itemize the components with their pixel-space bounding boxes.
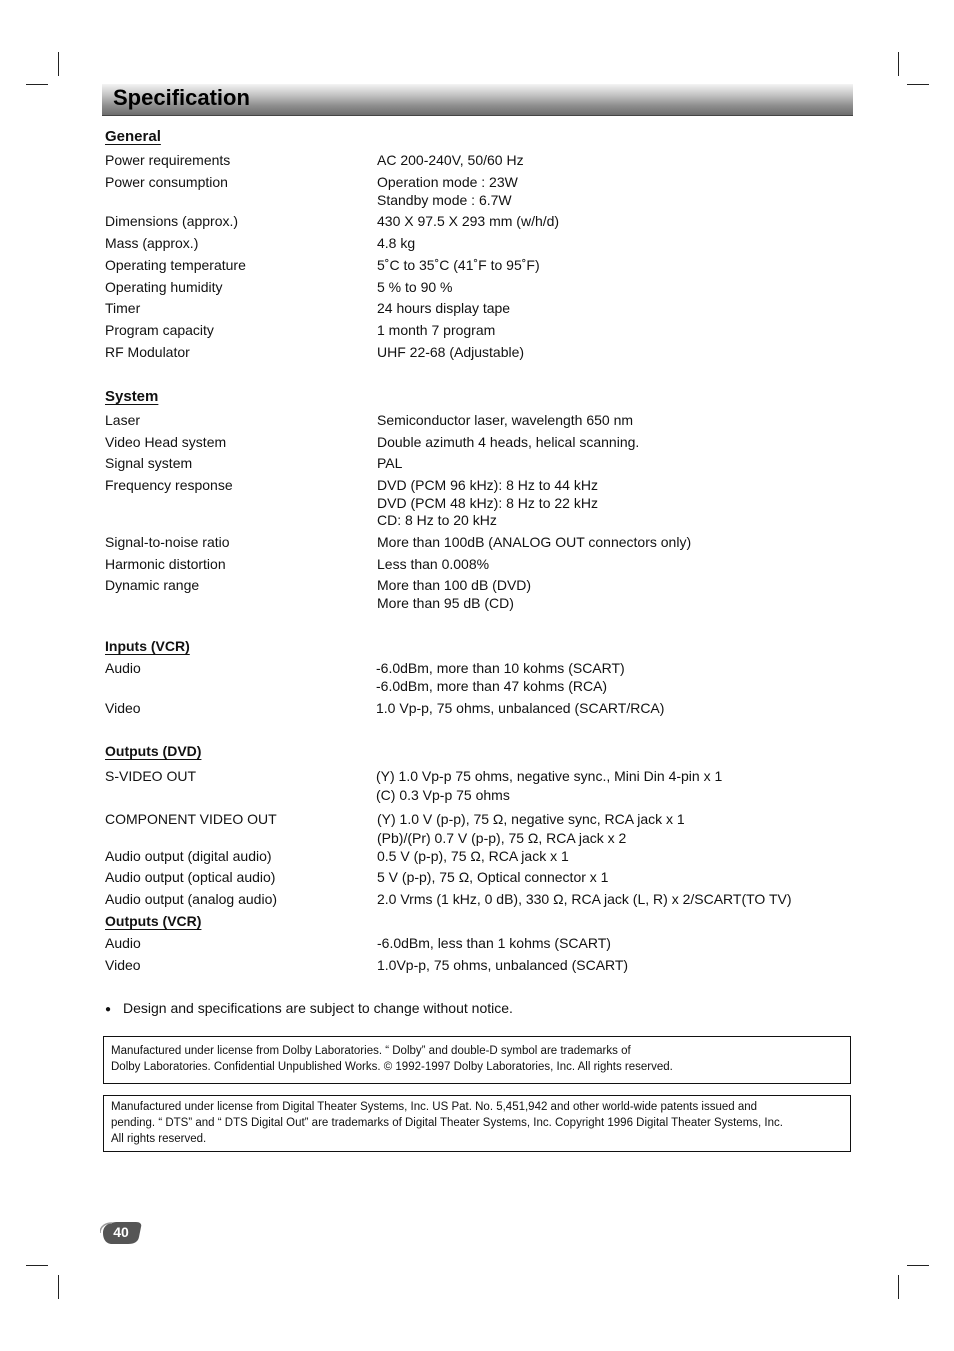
spec-value: -6.0dBm, more than 10 kohms (SCART) -6.0dBm, more than 47 kohms (RCA) — [376, 660, 625, 694]
license-text-line: pending. “ DTS” and “ DTS Digital Out” are trademarks of Digital Theater Systems, Inc. Copyright 1996 Digital Theater Systems, Inc. — [111, 1117, 783, 1129]
license-text-line: Manufactured under license from Dolby Laboratories. “ Dolby” and double-D symbol are trademarks of — [111, 1045, 631, 1057]
spec-label: Audio output (analog audio) — [105, 891, 278, 907]
section-title-outputs-dvd: Outputs (DVD) — [105, 743, 202, 759]
crop-mark — [898, 1275, 899, 1299]
spec-value: Less than 0.008% — [377, 556, 490, 572]
page-number-badge — [100, 1221, 142, 1245]
change-notice-text: Design and specifications are subject to change without notice. — [123, 1000, 513, 1016]
section-title-general: General — [105, 128, 161, 145]
spec-value: DVD (PCM 96 kHz): 8 Hz to 44 kHz DVD (PCM 48 kHz): 8 Hz to 22 kHz CD: 8 Hz to 20 kHz — [377, 477, 598, 528]
spec-value: 5 V (p-p), 75 Ω, Optical connector x 1 — [377, 869, 609, 885]
spec-label: Laser — [105, 412, 141, 428]
spec-label: Audio output (digital audio) — [105, 848, 272, 864]
change-notice — [105, 1000, 513, 1016]
license-text-line: Dolby Laboratories. Confidential Unpublished Works. © 1992-1997 Dolby Laboratories, Inc. All rights reserved. — [111, 1061, 673, 1073]
crop-mark — [26, 1265, 48, 1266]
spec-label: S-VIDEO OUT — [105, 768, 197, 784]
spec-label: Dynamic range — [105, 577, 200, 593]
spec-label: Audio — [105, 935, 141, 951]
dts-license-box — [103, 1095, 851, 1152]
spec-value: Operation mode : 23W Standby mode : 6.7W — [377, 174, 518, 208]
crop-mark — [898, 52, 899, 76]
spec-value: 430 X 97.5 X 293 mm (w/h/d) — [377, 213, 560, 229]
spec-value: -6.0dBm, less than 1 kohms (SCART) — [377, 935, 611, 951]
spec-value: (Y) 1.0 Vp-p 75 ohms, negative sync., Mini Din 4-pin x 1 (C) 0.3 Vp-p 75 ohms — [376, 768, 723, 803]
spec-value: Semiconductor laser, wavelength 650 nm — [377, 412, 634, 428]
license-text-line: Manufactured under license from Digital Theater Systems, Inc. US Pat. No. 5,451,942 and other world-wide patents issued and — [111, 1101, 758, 1113]
dolby-license-box — [103, 1036, 851, 1084]
spec-label: Signal system — [105, 455, 193, 471]
section-title-inputs-vcr: Inputs (VCR) — [105, 638, 190, 654]
section-title-outputs-vcr: Outputs (VCR) — [105, 913, 202, 929]
spec-label: Mass (approx.) — [105, 235, 199, 251]
license-text-line: All rights reserved. — [111, 1133, 207, 1145]
spec-value: Double azimuth 4 heads, helical scanning. — [377, 434, 640, 450]
spec-value: 5 % to 90 % — [377, 279, 453, 295]
spec-label: Video — [105, 957, 141, 973]
spec-value: 2.0 Vrms (1 kHz, 0 dB), 330 Ω, RCA jack (L, R) x 2/SCART(TO TV) — [377, 891, 792, 907]
spec-value: 1 month 7 program — [377, 322, 496, 338]
spec-value: 5˚C to 35˚C (41˚F to 95˚F) — [377, 257, 540, 273]
spec-label: Operating temperature — [105, 257, 246, 273]
spec-value: 24 hours display tape — [377, 300, 511, 316]
spec-label: Operating humidity — [105, 279, 223, 295]
spec-label: Video — [105, 700, 141, 716]
spec-label: Timer — [105, 300, 141, 316]
spec-label: Audio output (optical audio) — [105, 869, 276, 885]
spec-value: UHF 22-68 (Adjustable) — [377, 344, 525, 360]
crop-mark — [907, 84, 929, 85]
spec-label: Power requirements — [105, 152, 231, 168]
spec-label: Signal-to-noise ratio — [105, 534, 230, 550]
spec-label: Video Head system — [105, 434, 227, 450]
title-bar — [102, 84, 853, 116]
page-title: Specification — [113, 85, 250, 110]
spec-value: More than 100 dB (DVD) More than 95 dB (CD) — [377, 577, 532, 611]
spec-value: 0.5 V (p-p), 75 Ω, RCA jack x 1 — [377, 848, 569, 864]
spec-value: 1.0Vp-p, 75 ohms, unbalanced (SCART) — [377, 957, 629, 973]
spec-value: 1.0 Vp-p, 75 ohms, unbalanced (SCART/RCA) — [376, 700, 665, 716]
spec-value: AC 200-240V, 50/60 Hz — [377, 152, 524, 168]
crop-mark — [58, 52, 59, 76]
spec-label: COMPONENT VIDEO OUT — [105, 811, 277, 827]
spec-label: Power consumption — [105, 174, 228, 190]
crop-mark — [907, 1265, 929, 1266]
spec-label: Dimensions (approx.) — [105, 213, 239, 229]
spec-label: Frequency response — [105, 477, 233, 493]
spec-value: More than 100dB (ANALOG OUT connectors only) — [377, 534, 692, 550]
spec-value: PAL — [377, 455, 403, 471]
bullet-icon: ● — [105, 1004, 112, 1015]
spec-label: Program capacity — [105, 322, 214, 338]
spec-label: RF Modulator — [105, 344, 190, 360]
spec-value: 4.8 kg — [377, 235, 416, 251]
spec-label: Audio — [105, 660, 141, 676]
page-number: 40 — [113, 1224, 129, 1240]
spec-value: (Y) 1.0 V (p-p), 75 Ω, negative sync, RCA jack x 1 (Pb)/(Pr) 0.7 V (p-p), 75 Ω, RCA jack x 2 — [377, 811, 685, 846]
section-title-system: System — [105, 388, 159, 405]
spec-label: Harmonic distortion — [105, 556, 226, 572]
crop-mark — [26, 84, 48, 85]
crop-mark — [58, 1275, 59, 1299]
